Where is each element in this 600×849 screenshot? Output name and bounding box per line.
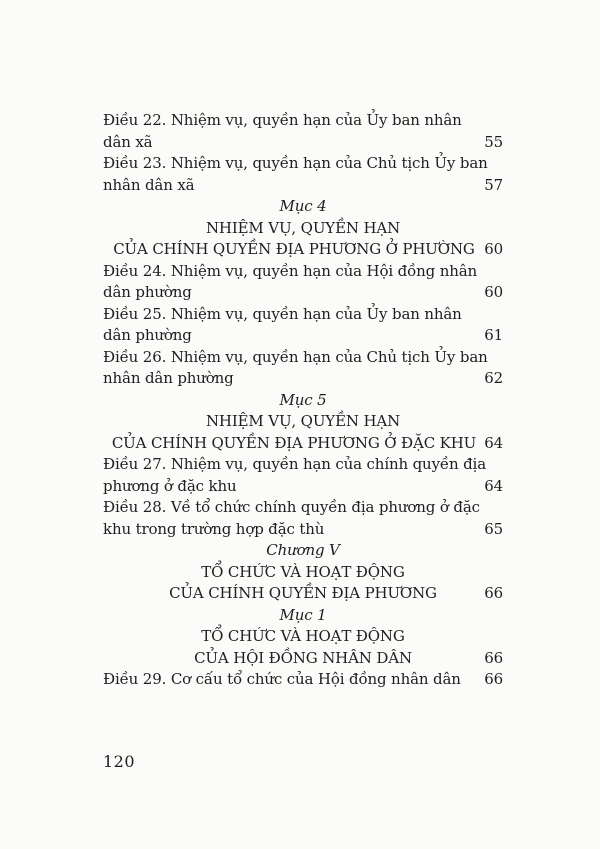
heading-text: CỦA CHÍNH QUYỀN ĐỊA PHƯƠNG Ở PHƯỜNG — [113, 240, 475, 258]
toc-entry-title-cont: dân phường — [103, 283, 192, 301]
toc-section-label — [103, 540, 503, 562]
toc-entry — [103, 261, 503, 304]
heading-text: CỦA CHÍNH QUYỀN ĐỊA PHƯƠNG — [169, 584, 437, 602]
toc-entry — [103, 304, 503, 347]
toc-page-number: 60 — [484, 240, 503, 258]
toc-entry-title-cont: dân phường — [103, 326, 192, 344]
toc-entry — [103, 153, 503, 196]
toc-entry-title-cont: nhân dân phường — [103, 369, 234, 387]
toc-page-number: 64 — [484, 433, 503, 452]
toc-page-number: 66 — [484, 584, 503, 602]
toc-entry-title-cont: phương ở đặc khu — [103, 476, 237, 495]
toc-section-label — [103, 196, 503, 218]
toc-entry-title: Điều 22. Nhiệm vụ, quyền hạn của Ủy ban nhân — [103, 111, 462, 129]
heading-text: CỦA CHÍNH QUYỀN ĐỊA PHƯƠNG Ở ĐẶC KHU — [111, 433, 477, 452]
toc-page-number: 61 — [484, 326, 503, 344]
chapter-label-text: Chương V — [266, 541, 340, 559]
toc-section-label — [103, 605, 503, 627]
toc-page-number: 66 — [484, 670, 503, 688]
toc-entry — [103, 347, 503, 390]
toc-entry-title: Điều 26. Nhiệm vụ, quyền hạn của Chủ tịch Ủy ban — [103, 347, 488, 366]
toc-entry — [103, 110, 503, 153]
toc-heading-with-page — [103, 433, 503, 455]
toc-entry-title: Điều 24. Nhiệm vụ, quyền hạn của Hội đồng nhân — [103, 261, 478, 280]
heading-text: NHIỆM VỤ, QUYỀN HẠN — [205, 218, 401, 237]
heading-text: TỔ CHỨC VÀ HOẠT ĐỘNG — [201, 562, 405, 581]
toc-entry-title: Điều 29. Cơ cấu tổ chức của Hội đồng nhân dân — [103, 670, 461, 688]
toc-heading — [103, 626, 503, 648]
toc-entry-title: Điều 25. Nhiệm vụ, quyền hạn của Ủy ban nhân — [103, 304, 462, 323]
toc-entry-title-cont: nhân dân xã — [103, 175, 195, 194]
toc-page-number: 62 — [484, 369, 503, 387]
table-of-contents — [103, 110, 503, 691]
toc-heading-with-page — [103, 239, 503, 261]
toc-entry-title: Điều 27. Nhiệm vụ, quyền hạn của chính quyền địa — [103, 455, 486, 473]
toc-entry-title-cont: dân xã — [103, 132, 153, 151]
toc-heading-with-page — [103, 648, 503, 670]
heading-text: TỔ CHỨC VÀ HOẠT ĐỘNG — [201, 627, 405, 645]
toc-heading-with-page — [103, 583, 503, 605]
toc-entry — [103, 669, 503, 691]
toc-entry — [103, 454, 503, 497]
section-label-text: Mục 4 — [279, 197, 327, 215]
toc-section-label — [103, 390, 503, 412]
toc-page-number: 55 — [484, 132, 503, 151]
toc-entry-title-cont: khu trong trường hợp đặc thù — [103, 519, 325, 538]
section-label-text: Mục 1 — [279, 605, 327, 624]
toc-page-number: 66 — [484, 648, 503, 667]
toc-entry — [103, 497, 503, 540]
page-number: 120 — [103, 752, 136, 771]
toc-entry-title: Điều 23. Nhiệm vụ, quyền hạn của Chủ tịch Ủy ban — [103, 154, 488, 172]
toc-page-number: 60 — [484, 283, 503, 301]
toc-page-number: 57 — [484, 175, 503, 194]
toc-page-number: 64 — [484, 476, 503, 495]
heading-text: NHIỆM VỤ, QUYỀN HẠN — [205, 412, 401, 430]
toc-heading — [103, 562, 503, 584]
toc-heading — [103, 411, 503, 433]
toc-page-number: 65 — [484, 519, 503, 538]
toc-heading — [103, 218, 503, 240]
section-label-text: Mục 5 — [279, 390, 327, 409]
heading-text: CỦA HỘI ĐỒNG NHÂN DÂN — [194, 648, 412, 667]
toc-entry-title: Điều 28. Về tổ chức chính quyền địa phương ở đặc — [103, 498, 480, 516]
